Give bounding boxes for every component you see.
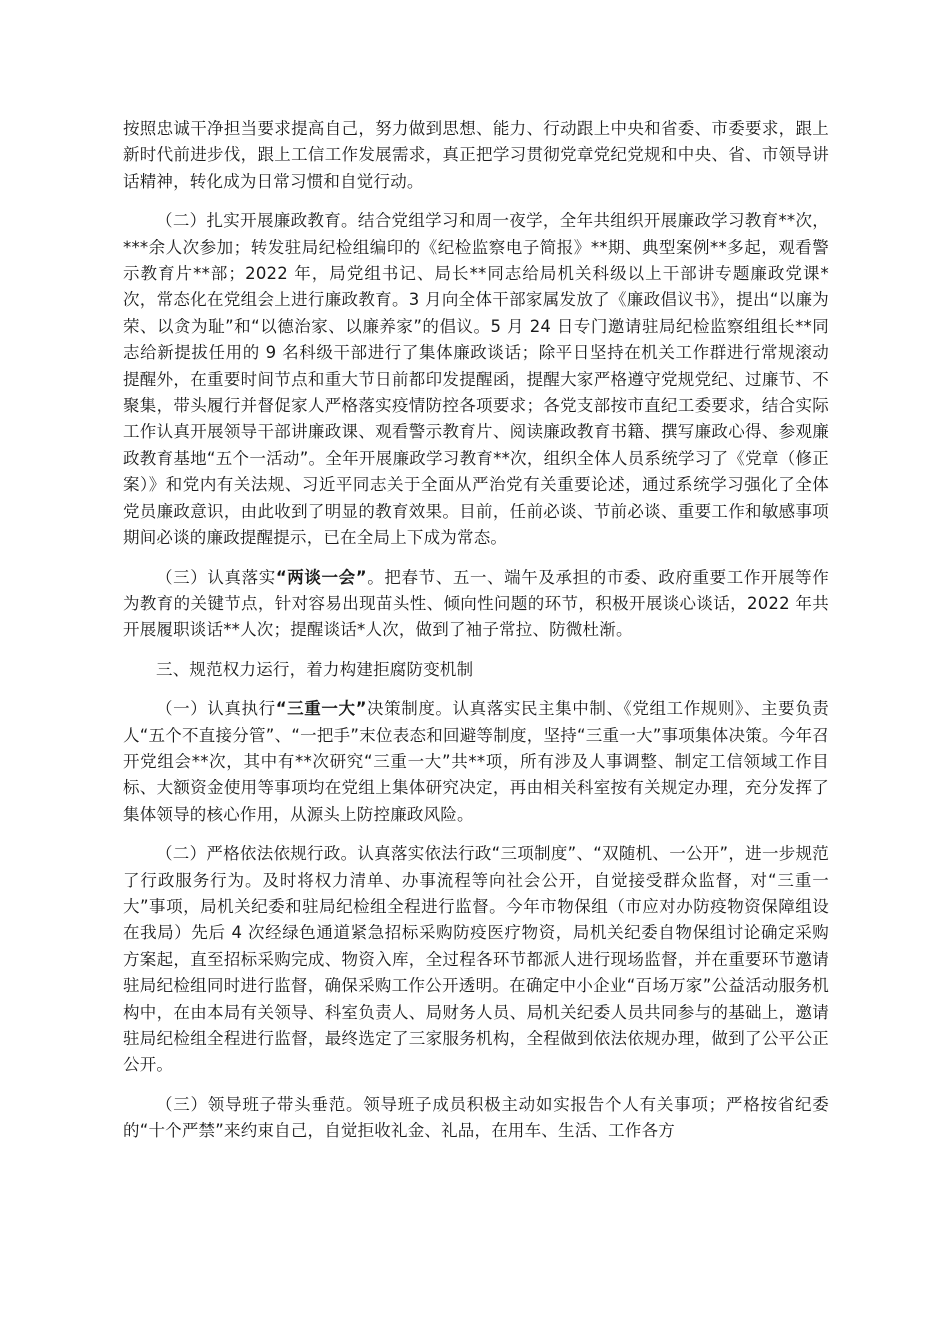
paragraph-decision-system — [123, 696, 829, 828]
paragraph-emphasis: “三重一大” — [275, 699, 367, 719]
paragraph-body: 。把春节、五一、端午及承担的市委、政府重要工作开展等作为教育的关键节点，针对容易出现苗头性、倾向性问题的环节，积极开展谈心谈话，2022 年共开展履职谈话**人次；提醒谈话*人次，做到了袖子常拉、防微杜渐。 — [123, 567, 829, 640]
paragraph-two-talks-one-meeting — [123, 565, 829, 644]
paragraph-emphasis: “两谈一会” — [275, 567, 367, 587]
paragraph-body: 决策制度。认真落实民主集中制、《党组工作规则》、主要负责人“五个不直接分管”、“一把手”末位表态和回避等制度，坚持“三重一大”事项集体决策。今年召开党组会**次，其中有**次研究“三重一大”共**项，所有涉及人事调整、制定工信领域工作目标、大额资金使用等事项均在党组上集体研究决定，再由相关科室按有关规定办理，充分发挥了集体领导的核心作用，从源头上防控廉政风险。 — [123, 699, 829, 824]
paragraph-anti-corruption-education: （二）扎实开展廉政教育。结合党组学习和周一夜学，全年共组织开展廉政学习教育**次，***余人次参加；转发驻局纪检组编印的《纪检监察电子简报》**期、典型案例**多起，观看警示教育片**部；2022 年，局党组书记、局长**同志给局机关科级以上干部讲专题廉政党课*次，常态化在党组会上进行廉政教育。3 月向全体干部家属发放了《廉政倡议书》，提出“以廉为荣、以贪为耻”和“以德治家、以廉养家”的倡议。5 月 24 日专门邀请驻局纪检监察组组长**同志给新提拔任用的 9 名科级干部进行了集体廉政谈话；除平日坚持在机关工作群进行常规滚动提醒外，在重要时间节点和重大节日前都印发提醒函，提醒大家严格遵守党规党纪、过廉节、不聚集，带头履行并督促家人严格落实疫情防控各项要求；各党支部按市直纪工委要求，结合实际工作认真开展领导干部讲廉政课、观看警示教育片、阅读廉政教育书籍、撰写廉政心得、参观廉政教育基地“五个一活动”。全年开展廉政学习教育**次，组织全体人员系统学习了《党章（修正案）》和党内有关法规、习近平同志关于全面从严治党有关重要论述，通过系统学习强化了全体党员廉政意识，由此收到了明显的教育效果。目前，任前必谈、节前必谈、重要工作和敏感事项期间必谈的廉政提醒提示，已在全局上下成为常态。 — [123, 211, 829, 548]
paragraph-leadership-example: （三）领导班子带头垂范。领导班子成员积极主动如实报告个人有关事项；严格按省纪委的“十个严禁”来约束自己，自觉拒收礼金、礼品，在用车、生活、工作各方 — [123, 1094, 829, 1141]
paragraph-lawful-administration: （二）严格依法依规行政。认真落实依法行政“三项制度”、“双随机、一公开”，进一步规范了行政服务行为。及时将权力清单、办事流程等向社会公开，自觉接受群众监督，对“三重一大”事项，局机关纪委和驻局纪检组全程进行监督。今年市物保组（市应对办防疫物资保障组设在我局）先后 4 次经绿色通道紧急招标采购防疫医疗物资，局机关纪委自物保组讨论确定采购方案起，直至招标采购完成、物资入库，全过程各环节都派人进行现场监督，并在重要环节邀请驻局纪检组同时进行监督，确保采购工作公开透明。在确定中小企业“百场万家”公益活动服务机构中，在由本局有关领导、科室负责人、局财务人员、局机关纪委人员共同参与的基础上，邀请驻局纪检组全程进行监督，最终选定了三家服务机构，全程做到依法依规办理，做到了公平公正公开。 — [123, 844, 829, 1075]
paragraph-continuation: 按照忠诚干净担当要求提高自己，努力做到思想、能力、行动跟上中央和省委、市委要求，跟上新时代前进步伐，跟上工信工作发展需求，真正把学习贯彻党章党纪党规和中央、省、市领导讲话精神，转化成为日常习惯和自觉行动。 — [123, 119, 829, 191]
section-heading: 三、规范权力运行，着力构建拒腐防变机制 — [156, 659, 474, 679]
paragraph-lead: （一）认真执行 — [156, 699, 276, 719]
paragraph-lead: （三）认真落实 — [156, 567, 276, 587]
document-page — [123, 116, 829, 1158]
